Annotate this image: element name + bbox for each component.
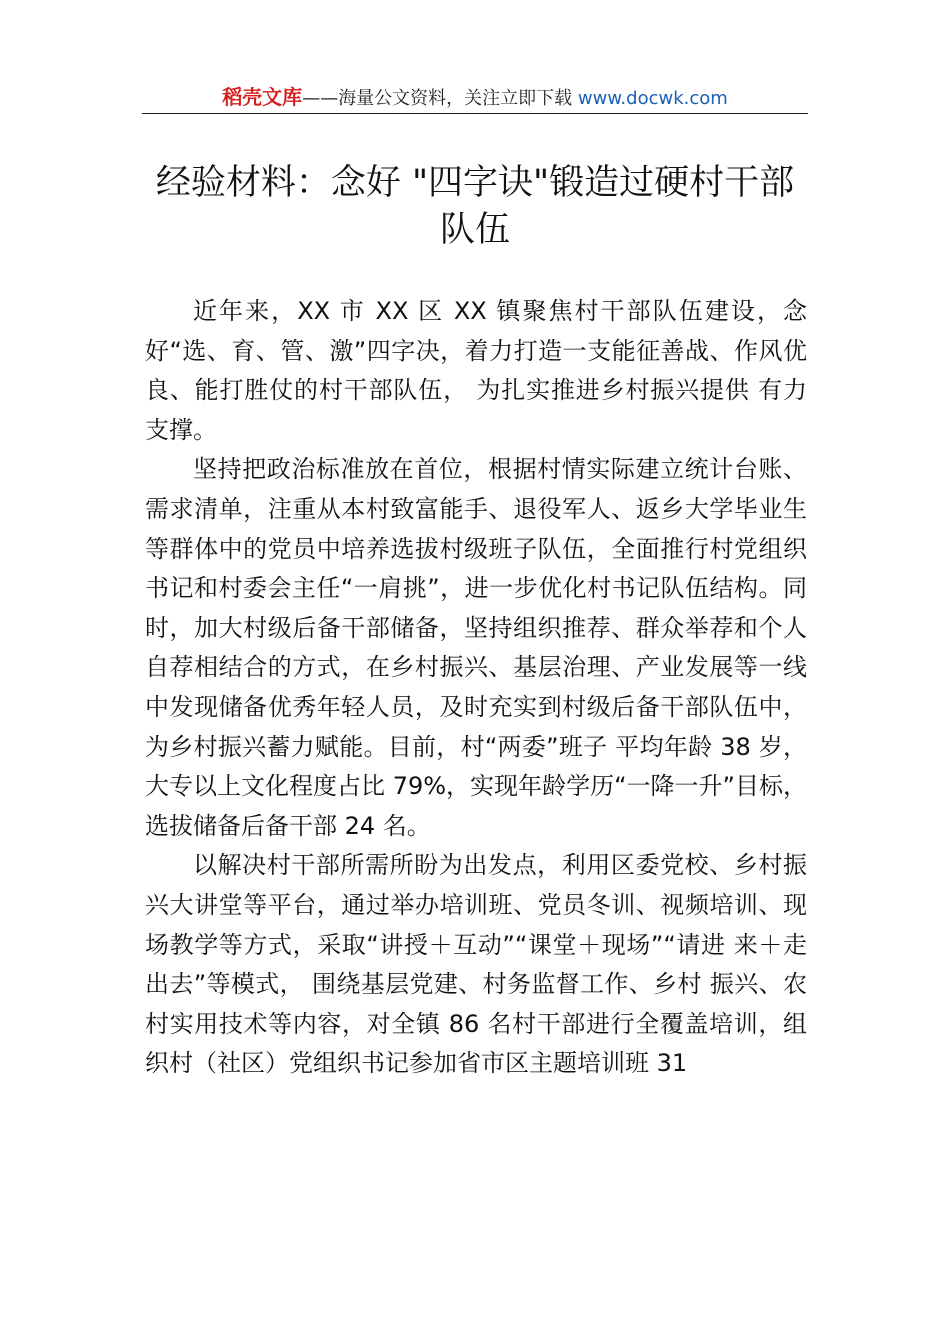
paragraph-3: 以解决村干部所需所盼为出发点，利用区委党校、乡村振兴大讲堂等平台，通过举办培训班、党员冬训、视频培训、现场教学等方式，采取“讲授＋互动”“课堂＋现场”“请进 来＋走出去”等模式， 围绕基层党建、村务监督工作、乡村 振兴、农村实用技术等内容，对全镇 86 名村干部进行全覆盖培训，组织村（社区）党组织书记参加省市区主题培训班 31	[145, 851, 807, 1078]
page-header	[142, 84, 808, 114]
paragraph-2: 坚持把政治标准放在首位，根据村情实际建立统计台账、需求清单，注重从本村致富能手、退役军人、返乡大学毕业生等群体中的党员中培养选拔村级班子队伍，全面推行村党组织书记和村委会主任“一肩挑”，进一步优化村书记队伍结构。同时，加大村级后备干部储备，坚持组织推荐、群众举荐和个人自荐相结合的方式，在乡村振兴、基层治理、产业发展等一线中发现储备优秀年轻人员，及时充实到村级后备干部队伍中，为乡村振兴蓄力赋能。目前，村“两委”班子 平均年龄 38 岁，大专以上文化程度占比 79%，实现年龄学历“一降一升”目标，选拔储备后备干部 24 名。	[145, 455, 807, 840]
header-url-link[interactable]: www.docwk.com	[577, 88, 728, 109]
paragraph-1: 近年来，XX 市 XX 区 XX 镇聚焦村干部队伍建设，念好“选、育、管、激”四字决，着力打造一支能征善战、作风优良、能打胜仗的村干部队伍， 为扎实推进乡村振兴提供 有力支撑。	[145, 297, 807, 444]
document-body	[145, 292, 807, 1084]
brand-name: 稻壳文库	[222, 85, 303, 109]
document-title: 经验材料：念好 "四字诀"锻造过硬村干部队伍	[155, 163, 795, 250]
header-divider	[142, 113, 808, 114]
header-slogan: ——海量公文资料，关注立即下载	[302, 88, 578, 109]
